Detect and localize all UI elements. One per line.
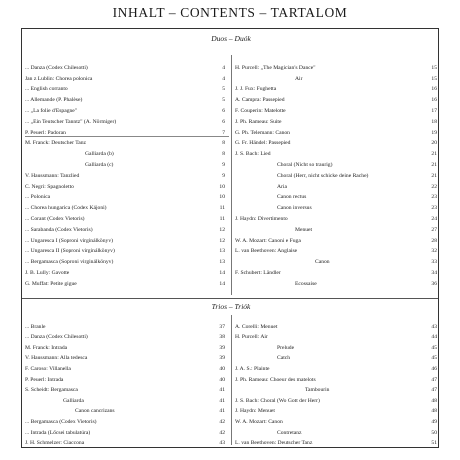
entry-page-number: 6 xyxy=(222,118,225,125)
entry-title: C. Negri: Spagnoletto xyxy=(25,183,74,190)
entry-title: ... Allemande (P. Phalèse) xyxy=(25,97,83,104)
entry-page-number: 39 xyxy=(219,344,225,351)
entry-page-number: 28 xyxy=(431,237,437,244)
entry-page-number: 7 xyxy=(222,129,225,136)
entry-title: W. A. Mozart: Canon xyxy=(235,418,283,425)
entry-title: J. A. S.: Plainte xyxy=(235,365,270,372)
entry-page-number: 13 xyxy=(219,248,225,255)
contents-entry xyxy=(25,60,229,71)
contents-entry xyxy=(235,146,437,157)
entry-page-number: 9 xyxy=(222,172,225,179)
section-divider xyxy=(22,298,438,299)
entry-title: ... Bergamasca (Codex Vietoris) xyxy=(25,418,97,425)
contents-entry xyxy=(235,244,437,255)
entry-page-number: 23 xyxy=(431,205,437,212)
duos-left-column xyxy=(25,60,229,287)
entry-title: Canon xyxy=(315,259,330,266)
contents-entry xyxy=(235,404,437,415)
entry-page-number: 16 xyxy=(431,97,437,104)
contents-entry xyxy=(25,393,229,404)
contents-entry xyxy=(25,372,229,383)
trios-right-column xyxy=(235,319,437,446)
contents-entry xyxy=(25,414,229,425)
entry-title: ... „Ein Teutscher Tanntz" (A. Nörmiger) xyxy=(25,118,117,125)
entry-page-number: 11 xyxy=(219,215,225,222)
contents-entry xyxy=(25,254,229,265)
contents-entry xyxy=(25,383,229,394)
entry-page-number: 41 xyxy=(219,408,225,415)
entry-title: F. Couperin: Matelotte xyxy=(235,107,286,114)
entry-title: Air xyxy=(295,75,303,82)
entry-page-number: 24 xyxy=(431,215,437,222)
contents-entry xyxy=(235,136,437,147)
entry-page-number: 17 xyxy=(431,107,437,114)
contents-entry xyxy=(25,82,229,93)
entry-page-number: 10 xyxy=(219,183,225,190)
entry-title: Canon rectus xyxy=(277,194,307,201)
contents-entry xyxy=(235,436,437,447)
entry-page-number: 14 xyxy=(219,269,225,276)
entry-page-number: 8 xyxy=(222,151,225,158)
entry-title: ... Ungaresca I (Soproni virginálkönyv) xyxy=(25,237,113,244)
entry-page-number: 16 xyxy=(431,86,437,93)
entry-page-number: 20 xyxy=(431,140,437,147)
contents-entry xyxy=(25,276,229,287)
entry-title: Galliarda xyxy=(63,397,84,404)
entry-page-number: 12 xyxy=(219,237,225,244)
contents-entry xyxy=(25,319,229,330)
entry-title: Choral (Herr, nicht schicke deine Rache) xyxy=(277,172,369,179)
trios-heading: Trios – Triók xyxy=(211,302,251,311)
entry-title: J. Haydn: Menuet xyxy=(235,408,275,415)
entry-title: ... English corranto xyxy=(25,86,68,93)
entry-page-number: 43 xyxy=(219,440,225,447)
entry-page-number: 14 xyxy=(219,280,225,287)
entry-title: ... Danza (Codex Chilesotti) xyxy=(25,334,88,341)
entry-page-number: 5 xyxy=(222,97,225,104)
contents-entry xyxy=(25,222,229,233)
entry-page-number: 21 xyxy=(431,161,437,168)
contents-entry xyxy=(25,179,229,190)
entry-title: H. Purcell: Air xyxy=(235,334,268,341)
entry-title: J. Ph. Rameau: Suite xyxy=(235,118,282,125)
contents-entry xyxy=(235,361,437,372)
contents-entry xyxy=(235,319,437,330)
contents-entry xyxy=(25,146,229,157)
entry-title: L. van Beethoven: Anglaise xyxy=(235,248,298,255)
entry-page-number: 41 xyxy=(219,387,225,394)
entry-title: Galliarda (c) xyxy=(85,161,114,168)
entry-page-number: 13 xyxy=(219,259,225,266)
entry-title: J. J. Fux: Fughetta xyxy=(235,86,277,93)
contents-entry xyxy=(25,233,229,244)
contents-entry xyxy=(25,265,229,276)
entry-page-number: 5 xyxy=(222,86,225,93)
contents-entry xyxy=(235,222,437,233)
entry-page-number: 40 xyxy=(219,365,225,372)
entry-title: Galliarda (b) xyxy=(85,151,114,158)
entry-title: J. S. Bach: Lied xyxy=(235,151,271,158)
entry-title: S. Scheidt: Bergamasca xyxy=(25,387,78,394)
contents-entry xyxy=(25,103,229,114)
entry-page-number: 49 xyxy=(431,418,437,425)
duos-heading: Duos – Duók xyxy=(211,34,251,43)
contents-entry xyxy=(25,136,229,147)
entry-page-number: 21 xyxy=(431,172,437,179)
contents-entry xyxy=(235,82,437,93)
trios-left-column xyxy=(25,319,229,446)
contents-entry xyxy=(235,103,437,114)
entry-title: ... Danza (Codex Chilesotti) xyxy=(25,64,88,71)
entry-title: ... Sarabanda (Codex Vietoris) xyxy=(25,226,93,233)
contents-entry xyxy=(235,425,437,436)
entry-title: Menuet xyxy=(295,226,313,233)
entry-page-number: 47 xyxy=(431,387,437,394)
contents-entry xyxy=(25,211,229,222)
contents-entry xyxy=(25,436,229,447)
entry-title: M. Franck: Deutscher Tanz xyxy=(25,140,87,147)
contents-entry xyxy=(25,351,229,362)
entry-title: V. Haussmann: Alla tedesca xyxy=(25,355,88,362)
entry-title: W. A. Mozart: Canoni e Fuga xyxy=(235,237,301,244)
entry-title: A. Campra: Passepied xyxy=(235,97,285,104)
entry-page-number: 48 xyxy=(431,397,437,404)
contents-entry xyxy=(235,330,437,341)
entry-title: Prelude xyxy=(277,344,295,351)
contents-entry xyxy=(25,330,229,341)
entry-page-number: 6 xyxy=(222,107,225,114)
contents-entry xyxy=(235,414,437,425)
contents-entry xyxy=(235,200,437,211)
entry-page-number: 22 xyxy=(431,183,437,190)
entry-page-number: 33 xyxy=(431,259,437,266)
entry-title: F. Schubert: Ländler xyxy=(235,269,281,276)
column-divider xyxy=(231,315,232,445)
contents-entry xyxy=(25,92,229,103)
entry-title: P. Peuerl: Intrada xyxy=(25,376,64,383)
entry-page-number: 15 xyxy=(431,64,437,71)
entry-page-number: 21 xyxy=(431,151,437,158)
entry-title: F. Caroso: Villanella xyxy=(25,365,71,372)
duos-right-column xyxy=(235,60,437,287)
entry-title: Tambourin xyxy=(305,387,330,394)
contents-entry xyxy=(235,351,437,362)
entry-title: ... „La folie d'Espagne" xyxy=(25,107,78,114)
entry-title: G. Muffat: Petite gigue xyxy=(25,280,77,287)
entry-page-number: 40 xyxy=(219,376,225,383)
entry-page-number: 32 xyxy=(431,248,437,255)
entry-title: J. H. Schmelzer: Ciaccona xyxy=(25,440,85,447)
entry-title: Canon inversus xyxy=(277,205,312,212)
entry-page-number: 44 xyxy=(431,334,437,341)
entry-title: V. Haussmann: Tanzlied xyxy=(25,172,80,179)
contents-entry xyxy=(235,60,437,71)
contents-entry xyxy=(25,190,229,201)
contents-entry xyxy=(25,200,229,211)
entry-page-number: 42 xyxy=(219,429,225,436)
entry-page-number: 19 xyxy=(431,129,437,136)
entry-page-number: 39 xyxy=(219,355,225,362)
entry-page-number: 41 xyxy=(219,397,225,404)
contents-entry xyxy=(25,157,229,168)
contents-entry xyxy=(25,340,229,351)
entry-title: L. van Beethoven: Deutscher Tanz xyxy=(235,440,313,447)
entry-title: Aria xyxy=(277,183,287,190)
contents-entry xyxy=(235,114,437,125)
entry-page-number: 48 xyxy=(431,408,437,415)
contents-entry xyxy=(235,190,437,201)
contents-entry xyxy=(25,114,229,125)
contents-entry xyxy=(235,71,437,82)
column-divider xyxy=(231,55,232,295)
contents-entry xyxy=(235,168,437,179)
contents-entry xyxy=(235,340,437,351)
entry-page-number: 45 xyxy=(431,344,437,351)
entry-page-number: 11 xyxy=(219,205,225,212)
contents-entry xyxy=(25,125,229,136)
entry-page-number: 34 xyxy=(431,269,437,276)
entry-page-number: 45 xyxy=(431,355,437,362)
entry-title: Ecossaise xyxy=(295,280,317,287)
entry-page-number: 38 xyxy=(219,334,225,341)
entry-page-number: 12 xyxy=(219,226,225,233)
entry-page-number: 51 xyxy=(431,440,437,447)
entry-title: ... Intrada (Lőcsei tabulatúra) xyxy=(25,429,91,436)
entry-page-number: 36 xyxy=(431,280,437,287)
entry-title: ... Branle xyxy=(25,323,46,330)
contents-entry xyxy=(25,71,229,82)
entry-title: J. Ph. Rameau: Choeur des matelots xyxy=(235,376,316,383)
contents-entry xyxy=(25,361,229,372)
contents-entry xyxy=(235,276,437,287)
contents-entry xyxy=(235,179,437,190)
entry-page-number: 37 xyxy=(219,323,225,330)
entry-title: ... Chorea hungarica (Codex Kájoni) xyxy=(25,205,107,212)
entry-title: J. S. Bach: Choral (Wo Gott der Herr) xyxy=(235,397,320,404)
entry-page-number: 4 xyxy=(222,75,225,82)
contents-frame xyxy=(21,28,439,448)
contents-entry xyxy=(235,211,437,222)
entry-title: J. B. Lully: Gavotte xyxy=(25,269,70,276)
entry-page-number: 15 xyxy=(431,75,437,82)
entry-page-number: 27 xyxy=(431,226,437,233)
contents-entry xyxy=(235,265,437,276)
contents-entry xyxy=(25,425,229,436)
page-title: INHALT – CONTENTS – TARTALOM xyxy=(112,5,348,20)
entry-page-number: 42 xyxy=(219,418,225,425)
entry-page-number: 9 xyxy=(222,161,225,168)
contents-entry xyxy=(235,372,437,383)
entry-page-number: 23 xyxy=(431,194,437,201)
entry-page-number: 43 xyxy=(431,323,437,330)
contents-entry xyxy=(235,92,437,103)
contents-entry xyxy=(25,168,229,179)
entry-page-number: 46 xyxy=(431,365,437,372)
entry-title: M. Franck: Intrada xyxy=(25,344,68,351)
entry-title: ... Bergamasca (Soproni virginálkönyv) xyxy=(25,259,114,266)
entry-page-number: 47 xyxy=(431,376,437,383)
entry-title: J. Haydn: Divertimento xyxy=(235,215,288,222)
entry-title: ... Ungaresca II (Soproni virginálkönyv) xyxy=(25,248,115,255)
entry-title: Canon cancrizans xyxy=(75,408,115,415)
entry-title: G. Ph. Telemann: Canon xyxy=(235,129,290,136)
entry-page-number: 10 xyxy=(219,194,225,201)
entry-title: Jan z Lublin: Chorea polonica xyxy=(25,75,93,82)
contents-entry xyxy=(235,157,437,168)
entry-title: Choral (Nicht so traurig) xyxy=(277,161,333,168)
entry-title: ... Polonica xyxy=(25,194,51,201)
contents-entry xyxy=(235,125,437,136)
entry-page-number: 8 xyxy=(222,140,225,147)
entry-title: A. Corelli: Menuet xyxy=(235,323,278,330)
entry-title: H. Purcell: „The Magician's Dance" xyxy=(235,64,316,71)
entry-page-number: 18 xyxy=(431,118,437,125)
contents-entry xyxy=(235,383,437,394)
entry-title: P. Peuerl: Padoran xyxy=(25,129,66,136)
entry-title: Contretanz xyxy=(277,429,302,436)
entry-title: ... Corant (Codex Vietoris) xyxy=(25,215,85,222)
entry-title: Catch xyxy=(277,355,291,362)
entry-page-number: 4 xyxy=(222,64,225,71)
contents-entry xyxy=(235,233,437,244)
contents-entry xyxy=(235,254,437,265)
contents-entry xyxy=(25,244,229,255)
contents-entry xyxy=(25,404,229,415)
contents-entry xyxy=(235,393,437,404)
entry-page-number: 50 xyxy=(431,429,437,436)
entry-title: G. Fr. Händel: Passepied xyxy=(235,140,291,147)
